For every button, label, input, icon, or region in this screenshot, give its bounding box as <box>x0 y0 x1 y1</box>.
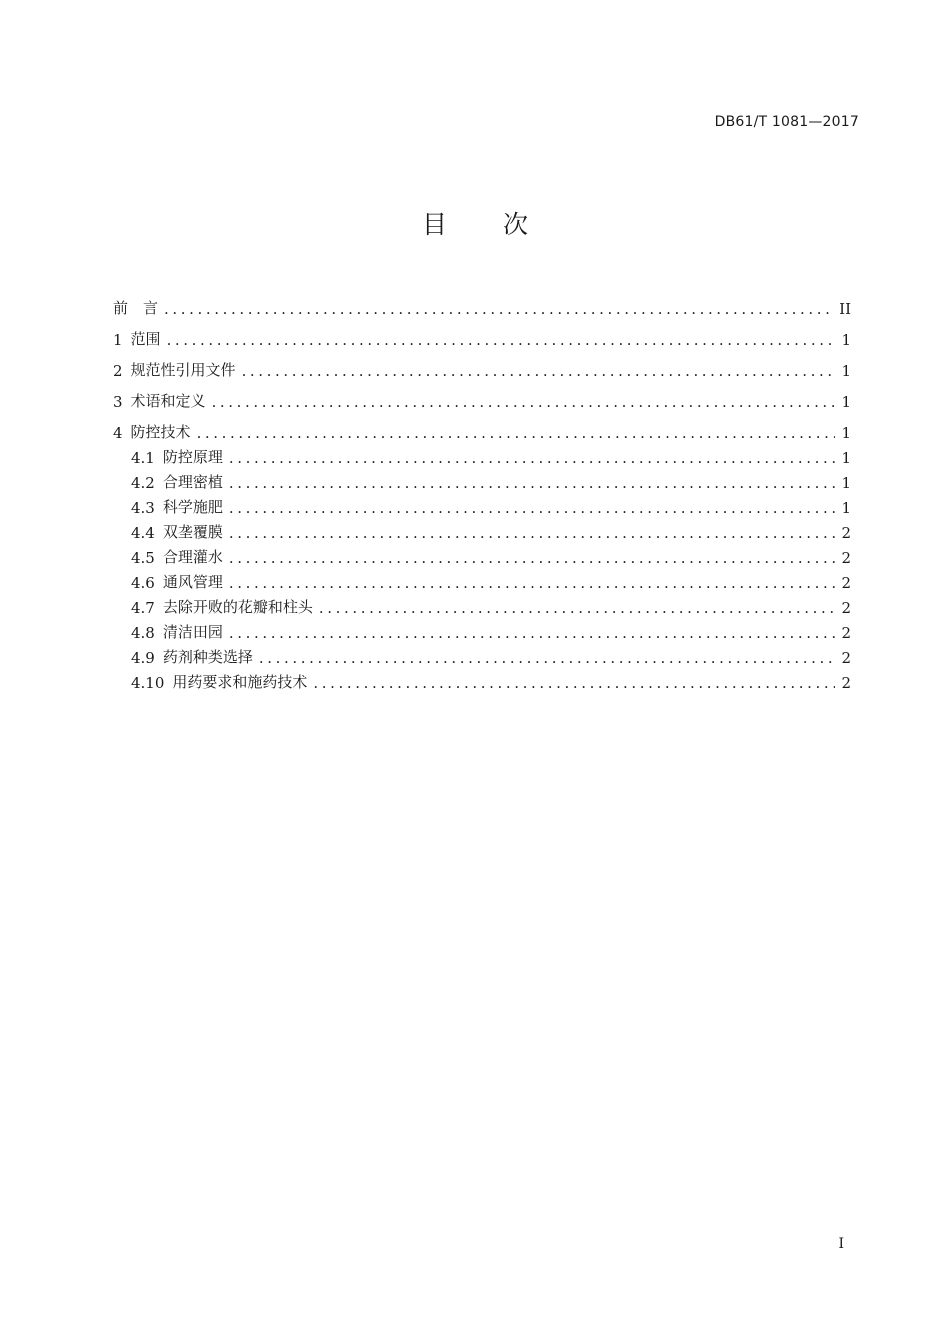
toc-entry-2[interactable] <box>113 349 851 380</box>
toc-entry-4-2[interactable] <box>113 467 851 492</box>
toc-entry-label: 防控原理 <box>162 448 223 466</box>
toc-entry-label: 去除开败的花瓣和柱头 <box>162 598 313 616</box>
toc-leader-dots <box>259 649 835 667</box>
toc-entry-label: 双垄覆膜 <box>162 523 223 541</box>
toc-entry-page: 2 <box>841 549 851 567</box>
toc-entry-label: 药剂种类选择 <box>162 648 253 666</box>
toc-entry-label: 术语和定义 <box>130 392 206 410</box>
toc-entry-page: 2 <box>841 574 851 592</box>
toc-entry-label: 通风管理 <box>162 573 223 591</box>
toc-entry-page: 2 <box>841 524 851 542</box>
toc-entry-label: 清洁田园 <box>162 623 223 641</box>
toc-entry-number: 4 <box>113 424 123 442</box>
toc-entry-number: 4.4 <box>131 524 155 542</box>
toc-entry-1[interactable] <box>113 318 851 349</box>
toc-entry-4-7[interactable] <box>113 592 851 617</box>
toc-entry-number: 4.1 <box>131 449 155 467</box>
toc-entry-4-10[interactable] <box>113 667 851 692</box>
toc-leader-dots <box>229 624 835 642</box>
toc-entry-label: 规范性引用文件 <box>130 361 236 379</box>
page-number: I <box>838 1236 844 1252</box>
toc-leader-dots <box>229 499 835 517</box>
toc-entry-number: 1 <box>113 331 123 349</box>
toc-entry-page: 1 <box>841 499 851 517</box>
toc-leader-dots <box>197 424 835 442</box>
toc-leader-dots <box>229 474 835 492</box>
toc-entry-4-1[interactable] <box>113 442 851 467</box>
toc-entry-label: 前 言 <box>113 299 159 317</box>
toc-entry-4-6[interactable] <box>113 567 851 592</box>
toc-leader-dots <box>167 331 835 349</box>
toc-leader-dots <box>229 549 835 567</box>
toc-entry-page: 2 <box>841 624 851 642</box>
toc-entry-number: 4.3 <box>131 499 155 517</box>
toc-leader-dots <box>212 393 835 411</box>
toc-leader-dots <box>164 300 833 318</box>
toc-entry-number: 4.6 <box>131 574 155 592</box>
toc-leader-dots <box>242 362 835 380</box>
toc-entry-4-3[interactable] <box>113 492 851 517</box>
toc-entry-number: 2 <box>113 362 123 380</box>
toc-entry-label: 用药要求和施药技术 <box>172 673 308 691</box>
toc-entry-page: 1 <box>841 424 851 442</box>
toc-entry-number: 4.5 <box>131 549 155 567</box>
toc-leader-dots <box>229 449 835 467</box>
toc-entry-page: 2 <box>841 649 851 667</box>
toc-entry-number: 4.8 <box>131 624 155 642</box>
toc-entry-page: 1 <box>841 331 851 349</box>
table-of-contents <box>113 287 851 692</box>
toc-leader-dots <box>313 674 835 692</box>
toc-entry-4-5[interactable] <box>113 542 851 567</box>
toc-entry-4-8[interactable] <box>113 617 851 642</box>
toc-leader-dots <box>229 574 835 592</box>
toc-entry-label: 合理密植 <box>162 473 223 491</box>
toc-entry-label: 范围 <box>130 330 161 348</box>
toc-entry-number: 4.2 <box>131 474 155 492</box>
toc-entry-page: 1 <box>841 449 851 467</box>
toc-entry-number: 4.7 <box>131 599 155 617</box>
toc-entry-4[interactable] <box>113 411 851 442</box>
toc-entry-4-4[interactable] <box>113 517 851 542</box>
toc-leader-dots <box>319 599 835 617</box>
toc-entry-foreword[interactable] <box>113 287 851 318</box>
toc-entry-label: 防控技术 <box>130 423 191 441</box>
toc-entry-4-9[interactable] <box>113 642 851 667</box>
toc-entry-page: 1 <box>841 393 851 411</box>
toc-entry-page: 1 <box>841 362 851 380</box>
toc-entry-page: 2 <box>841 599 851 617</box>
toc-entry-number: 4.10 <box>131 674 165 692</box>
toc-entry-number: 3 <box>113 393 123 411</box>
toc-entry-page: II <box>839 300 851 318</box>
page-title: 目 次 <box>422 210 552 239</box>
toc-entry-page: 2 <box>841 674 851 692</box>
document-code: DB61/T 1081—2017 <box>714 114 859 130</box>
toc-entry-number: 4.9 <box>131 649 155 667</box>
toc-entry-label: 合理灌水 <box>162 548 223 566</box>
toc-entry-page: 1 <box>841 474 851 492</box>
toc-entry-label: 科学施肥 <box>162 498 223 516</box>
toc-entry-3[interactable] <box>113 380 851 411</box>
toc-leader-dots <box>229 524 835 542</box>
